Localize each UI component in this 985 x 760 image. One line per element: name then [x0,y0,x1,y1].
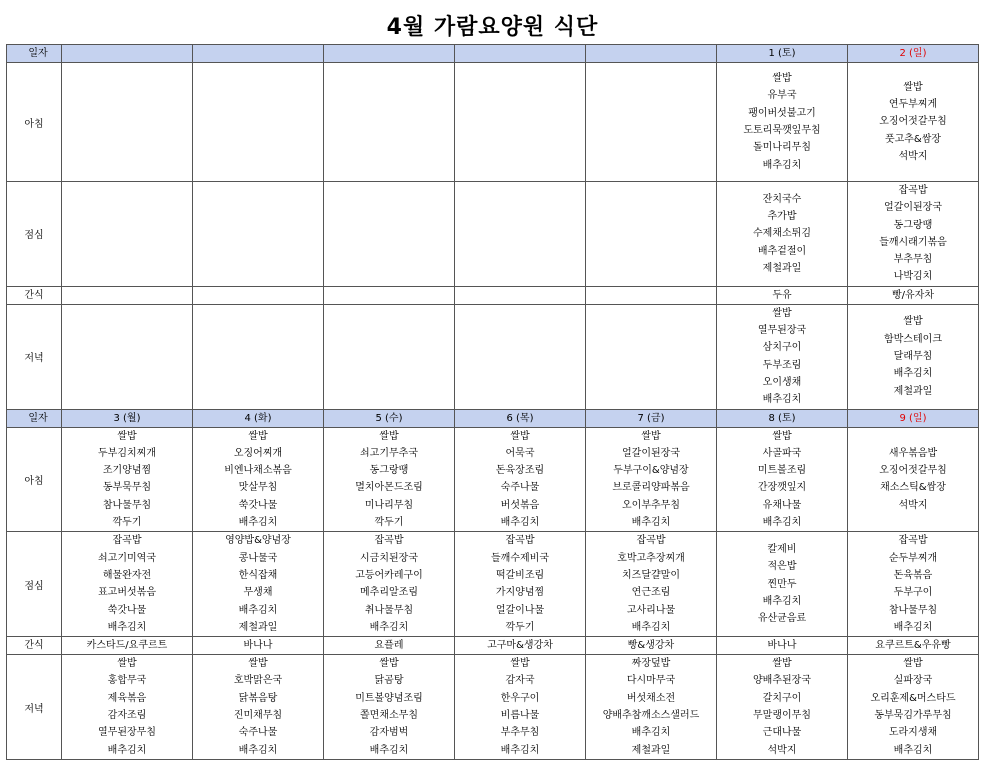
menu-item: 배추김치 [238,604,278,616]
breakfast-cell [455,427,586,532]
date-cell: 5 (수) [324,409,455,427]
date-header-row [7,409,979,427]
meal-schedule-table [6,44,979,760]
menu-item: 유채나물 [762,499,802,511]
menu-item: 깍두기 [374,517,404,529]
breakfast-cell [848,427,979,532]
menu-item: 쫄면채소무침 [360,710,418,722]
date-cell: 1 (토) [717,45,848,63]
dinner-cell [717,655,848,760]
menu-item: 동부묵무침 [102,482,152,494]
menu-item: 열무된장국 [757,325,807,337]
menu-item: 쌀밥 [379,430,399,442]
menu-item: 도토리묵깻잎무침 [743,125,821,136]
menu-item: 고등어카레구이 [355,569,423,581]
menu-item: 닭곰탕 [374,675,404,687]
menu-item: 팽이버섯불고기 [748,107,816,119]
menu-item: 비름나물 [500,710,540,722]
menu-item: 제철과일 [238,621,278,633]
menu-item: 배추김치 [631,727,671,739]
menu-item: 동그랑땡 [893,219,933,231]
date-header-row [7,45,979,63]
date-cell [586,45,717,63]
dinner-cell [193,304,324,409]
menu-item: 배추김치 [107,621,147,633]
menu-item: 수제채소튀김 [753,228,811,240]
date-cell [324,45,455,63]
menu-item: 쌀밥 [772,307,792,319]
menu-item: 배추김치 [238,744,278,756]
menu-item: 석박지 [898,499,928,511]
menu-item: 유산균음료 [757,613,807,625]
breakfast-row [7,427,979,532]
menu-item: 콩나물국 [238,552,278,564]
menu-item: 오이부추무침 [622,499,680,511]
menu-item: 떡갈비조림 [495,569,545,581]
lunch-row [7,182,979,287]
lunch-cell [324,182,455,287]
lunch-cell [193,182,324,287]
dinner-cell [455,304,586,409]
menu-item: 표고버섯볶음 [98,587,156,599]
menu-item: 배추김치 [238,517,278,529]
lunch-cell [586,182,717,287]
menu-item: 맛살무침 [238,482,278,494]
snack-cell [455,286,586,304]
menu-item: 멸치아몬드조림 [355,482,423,494]
menu-item: 간장깻잎지 [757,482,807,494]
menu-item: 미트볼조림 [757,465,807,477]
menu-item: 배추김치 [762,517,802,529]
menu-item: 연두부찌게 [888,99,938,111]
breakfast-cell [717,427,848,532]
menu-item: 도라지생채 [888,727,938,739]
menu-item: 버섯볶음 [500,499,540,511]
breakfast-cell [324,63,455,182]
menu-item: 치즈달걀말이 [622,569,680,581]
menu-item: 감자국 [505,675,535,687]
menu-item: 감자범벅 [369,727,409,739]
menu-item: 석박지 [767,744,797,756]
menu-item: 취나물무침 [364,604,414,616]
menu-item: 열무된장무침 [98,727,156,739]
menu-item: 조기양념찜 [102,465,152,477]
menu-item: 감자조림 [107,710,147,722]
menu-item: 잡곡밥 [636,535,666,547]
menu-item: 배추김치 [762,595,802,607]
breakfast-label: 아침 [7,427,62,532]
snack-cell: 요쿠르트&우유빵 [848,637,979,655]
breakfast-cell [62,63,193,182]
menu-item: 숙주나물 [238,727,278,739]
breakfast-cell [324,427,455,532]
menu-item: 석박지 [898,150,928,162]
menu-item: 동그랑땡 [369,465,409,477]
menu-item: 미트볼양념조림 [355,692,423,704]
menu-item: 갈치구이 [762,692,802,704]
lunch-row [7,532,979,637]
dinner-cell [848,304,979,409]
menu-item: 제육볶음 [107,692,147,704]
menu-item: 배추김치 [631,517,671,529]
menu-item: 미나리무침 [364,499,414,511]
menu-item: 배추김치 [762,159,802,171]
menu-item: 호박맑은국 [233,675,283,687]
menu-item: 진미채무침 [233,710,283,722]
lunch-cell [193,532,324,637]
menu-item: 쇠고기무추국 [360,447,418,459]
page-title: 4월 가람요양원 식단 [386,15,599,40]
breakfast-row [7,63,979,182]
lunch-cell [324,532,455,637]
dinner-cell [717,304,848,409]
breakfast-cell [586,63,717,182]
day-label: 일자 [7,409,62,427]
snack-cell [193,286,324,304]
menu-item: 돌미나리무침 [753,142,811,154]
menu-item: 깍두기 [112,517,142,529]
menu-item: 근대나물 [762,727,802,739]
menu-item: 배추김치 [631,621,671,633]
menu-item: 오이생채 [762,376,802,388]
menu-item: 쌀밥 [903,316,923,328]
menu-item: 양배추된장국 [753,675,811,687]
dinner-cell [455,655,586,760]
lunch-cell [62,532,193,637]
snack-cell: 빵/유자차 [848,286,979,304]
lunch-cell [455,182,586,287]
dinner-cell [586,655,717,760]
breakfast-cell [717,63,848,182]
lunch-cell [717,182,848,287]
menu-item: 제철과일 [631,744,671,756]
menu-item: 쇠고기미역국 [98,552,156,564]
snack-cell: 바나나 [717,637,848,655]
lunch-cell [62,182,193,287]
menu-item: 오징어찌개 [233,447,283,459]
date-cell: 7 (금) [586,409,717,427]
menu-item: 쌀밥 [772,430,792,442]
menu-item: 해물완자전 [102,569,152,581]
menu-item: 오징어젓갈무침 [879,465,947,477]
date-cell: 3 (월) [62,409,193,427]
menu-item: 가지양념찜 [495,587,545,599]
menu-item: 쌀밥 [510,658,530,670]
dinner-cell [324,304,455,409]
date-cell: 6 (목) [455,409,586,427]
lunch-cell [717,532,848,637]
menu-item: 쌀밥 [510,430,530,442]
menu-item: 잡곡밥 [374,535,404,547]
menu-item: 부추무침 [500,727,540,739]
breakfast-cell [193,427,324,532]
date-cell: 2 (일) [848,45,979,63]
lunch-label: 점심 [7,182,62,287]
dinner-row [7,304,979,409]
menu-item: 새우볶음밥 [888,447,938,459]
menu-item: 풋고추&쌈장 [884,133,942,145]
menu-item: 배추겉절이 [757,245,807,257]
menu-item: 무말랭이무침 [753,710,811,722]
menu-item: 오리훈제&머스타드 [870,692,956,704]
date-cell: 8 (토) [717,409,848,427]
menu-item: 쌀밥 [248,430,268,442]
menu-item: 돈육장조림 [495,465,545,477]
menu-item: 배추김치 [107,744,147,756]
dinner-cell [848,655,979,760]
snack-cell [62,286,193,304]
menu-item: 버섯채소전 [626,692,676,704]
menu-item: 쌀밥 [903,81,923,93]
menu-item: 쌀밥 [117,430,137,442]
dinner-label: 저녁 [7,304,62,409]
snack-cell: 두유 [717,286,848,304]
menu-item: 부추무침 [893,254,933,266]
menu-item: 한우구이 [500,692,540,704]
dinner-cell [324,655,455,760]
snack-cell [324,286,455,304]
menu-item: 얼갈이된장국 [884,202,942,214]
menu-item: 채소스틱&쌈장 [880,482,946,494]
menu-item: 배추김치 [500,517,540,529]
menu-item: 참나물무침 [102,499,152,511]
menu-item: 나박김치 [893,271,933,283]
day-label: 일자 [7,45,62,63]
breakfast-cell [193,63,324,182]
menu-item: 배추김치 [893,368,933,380]
menu-item: 칼제비 [767,543,797,555]
menu-item: 쌀밥 [379,658,399,670]
snack-cell: 카스타드/요쿠르트 [62,637,193,655]
menu-item: 유부국 [767,90,797,102]
menu-item: 연근조림 [631,587,671,599]
menu-item: 삼치구이 [762,342,802,354]
snack-cell: 빵&생강차 [586,637,717,655]
lunch-label: 점심 [7,532,62,637]
menu-item: 호박고추장찌개 [617,552,685,564]
menu-item: 홍합무국 [107,675,147,687]
menu-item: 얼갈이나물 [495,604,545,616]
menu-item: 고사리나물 [626,604,676,616]
menu-item: 깍두기 [505,621,535,633]
lunch-cell [848,532,979,637]
snack-label: 간식 [7,637,62,655]
dinner-cell [62,304,193,409]
date-cell: 9 (일) [848,409,979,427]
menu-item: 잡곡밥 [898,535,928,547]
date-cell [62,45,193,63]
menu-item: 사골파국 [762,447,802,459]
menu-item: 제철과일 [893,385,933,397]
menu-item: 배추김치 [893,621,933,633]
date-cell: 4 (화) [193,409,324,427]
menu-item: 잡곡밥 [112,535,142,547]
dinner-cell [193,655,324,760]
menu-item: 제철과일 [762,262,802,274]
menu-item: 닭볶음탕 [238,692,278,704]
menu-item: 숙주나물 [500,482,540,494]
menu-item: 어묵국 [505,447,535,459]
menu-item: 무생채 [243,587,273,599]
menu-item: 쌀밥 [772,73,792,85]
date-cell [193,45,324,63]
menu-item: 쌀밥 [903,658,923,670]
date-cell [455,45,586,63]
lunch-cell [455,532,586,637]
snack-cell: 바나나 [193,637,324,655]
menu-item: 동부묵김가루무침 [874,710,952,722]
menu-item: 참나물무침 [888,604,938,616]
lunch-cell [848,182,979,287]
snack-cell: 요플레 [324,637,455,655]
menu-item: 쌀밥 [772,658,792,670]
menu-item: 두부김치찌개 [98,447,156,459]
menu-item: 두부구이&양념장 [613,465,689,477]
menu-item: 양배추참깨소스샐러드 [602,710,700,722]
menu-item: 달래무침 [893,351,933,363]
menu-item: 쌀밥 [641,430,661,442]
menu-item: 영양밥&양념장 [225,535,291,547]
menu-item: 순두부찌개 [888,552,938,564]
menu-item: 쌀밥 [117,658,137,670]
menu-item: 한식잡채 [238,569,278,581]
menu-item: 짜장덮밥 [631,658,671,670]
menu-item: 들깨시래기볶음 [879,236,947,248]
snack-row [7,637,979,655]
menu-item: 배추김치 [762,394,802,406]
menu-item: 배추김치 [369,621,409,633]
menu-item: 돈육볶음 [893,569,933,581]
menu-item: 브로콜리양파볶음 [612,482,690,494]
breakfast-cell [62,427,193,532]
dinner-cell [586,304,717,409]
breakfast-cell [586,427,717,532]
menu-item: 메추리알조림 [360,587,418,599]
menu-item: 배추김치 [500,744,540,756]
menu-item: 쌀밥 [248,658,268,670]
menu-item: 얼갈이된장국 [622,447,680,459]
snack-row [7,286,979,304]
menu-item: 쑥갓나물 [107,604,147,616]
dinner-cell [62,655,193,760]
menu-item: 잔치국수 [762,193,802,205]
menu-item: 두부조림 [762,359,802,371]
menu-item: 다시마무국 [626,675,676,687]
menu-item: 추가밥 [767,210,797,222]
lunch-cell [586,532,717,637]
breakfast-cell [455,63,586,182]
menu-item: 시금치된장국 [360,552,418,564]
breakfast-cell [848,63,979,182]
menu-item: 적은밥 [767,561,797,573]
menu-item: 쑥갓나물 [238,499,278,511]
menu-item: 오징어젓갈무침 [879,116,947,128]
snack-label: 간식 [7,286,62,304]
menu-item: 두부구이 [893,587,933,599]
menu-item: 잡곡밥 [505,535,535,547]
menu-item: 배추김치 [369,744,409,756]
menu-item: 비엔나채소볶음 [224,465,292,477]
dinner-label: 저녁 [7,655,62,760]
menu-item: 함박스테이크 [884,333,942,345]
dinner-row [7,655,979,760]
breakfast-label: 아침 [7,63,62,182]
meal-schedule-body [7,45,979,760]
menu-item: 실파장국 [893,675,933,687]
menu-item: 배추김치 [893,744,933,756]
menu-item: 잡곡밥 [898,185,928,196]
snack-cell: 고구마&생강차 [455,637,586,655]
menu-item: 찐만두 [767,578,797,590]
menu-item: 들깨수제비국 [491,552,549,564]
snack-cell [586,286,717,304]
